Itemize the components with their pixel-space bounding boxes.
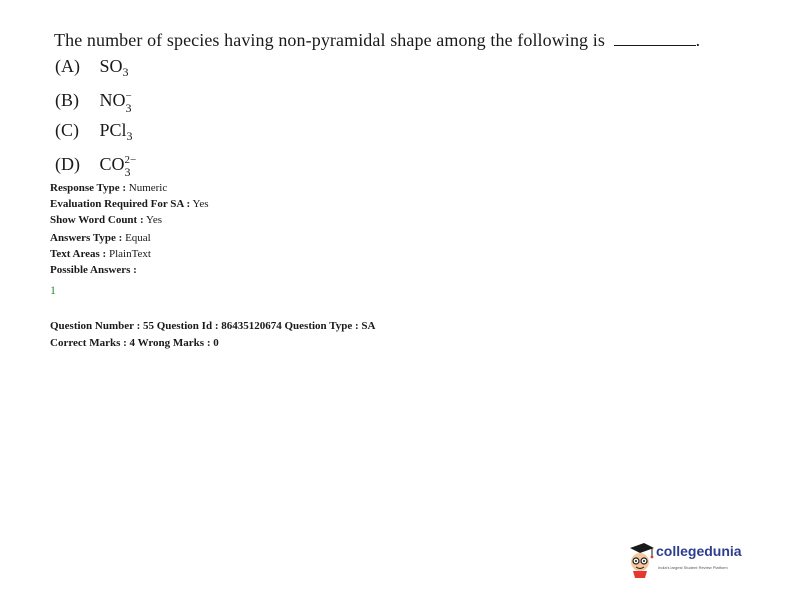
option-formula: CO 2− 3 [99, 153, 137, 179]
word-count-row: Show Word Count : Yes [50, 214, 162, 226]
option-d [55, 153, 139, 179]
collegedunia-logo [626, 540, 756, 580]
text-areas-row: Text Areas : PlainText [50, 248, 151, 260]
next-question-header: Question Number : 55 Question Id : 86435120674 Question Type : SA [50, 320, 376, 332]
option-label: (D) [55, 154, 80, 174]
option-formula: $SO_3$ [99, 56, 129, 79]
mascot-icon [626, 540, 656, 580]
question-text: The number of species having non-pyramidal shape among the following is . [54, 30, 701, 50]
question-stem: The number of species having non-pyramidal shape among the following is [54, 30, 605, 50]
option-label: (A) [55, 56, 80, 76]
answer-blank [614, 33, 696, 46]
option-formula: PCl$_3$ [99, 120, 133, 143]
option-a [55, 56, 129, 80]
next-question-marks: Correct Marks : 4 Wrong Marks : 0 [50, 337, 219, 349]
option-label: (C) [55, 120, 79, 140]
possible-answer-value: 1 [50, 283, 56, 297]
evaluation-row: Evaluation Required For SA : Yes [50, 198, 209, 210]
response-type-row: Response Type : Numeric [50, 182, 168, 194]
option-b [55, 89, 140, 115]
logo-wordmark: collegedunia [656, 543, 742, 559]
option-formula: NO − 3 [99, 89, 132, 115]
answers-type-row: Answers Type : Equal [50, 232, 151, 244]
logo-tagline: India's largest Student Review Platform [658, 565, 728, 570]
option-label: (B) [55, 90, 79, 110]
option-c [55, 120, 133, 144]
possible-answers-row: Possible Answers : [50, 264, 137, 276]
